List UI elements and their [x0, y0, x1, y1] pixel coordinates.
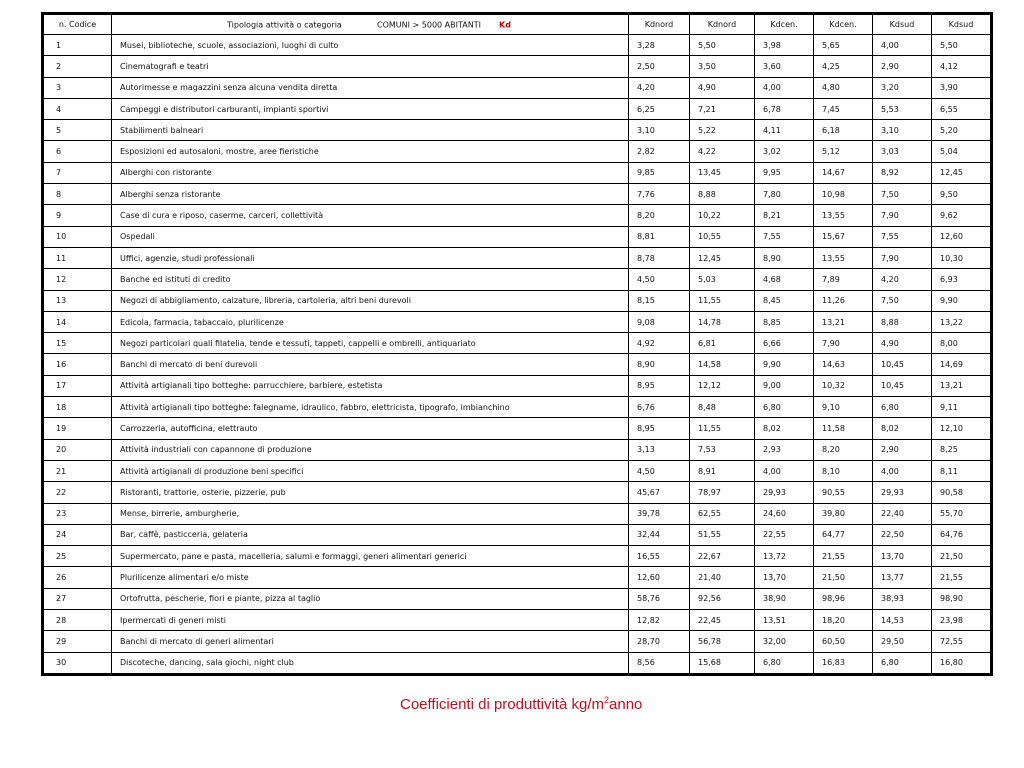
cell-kdnord-max: 92,56: [690, 588, 755, 609]
cell-kdcen-max: 14,67: [814, 162, 873, 183]
cell-kdnord-min: 8,78: [629, 247, 690, 268]
cell-kdsud-max: 14,69: [932, 354, 992, 375]
cell-kdsud-min: 38,93: [873, 588, 932, 609]
cell-codice: 21: [43, 460, 112, 481]
header-tipologia: [112, 14, 629, 35]
table-row: [43, 567, 992, 588]
cell-kdnord-min: 4,20: [629, 77, 690, 98]
cell-kdnord-max: 78,97: [690, 482, 755, 503]
table-row: [43, 418, 992, 439]
cell-kdsud-min: 7,55: [873, 226, 932, 247]
header-kdcen-max: Kdcen.: [814, 14, 873, 35]
cell-kdnord-max: 7,21: [690, 98, 755, 119]
header-comuni-label: COMUNI > 5000 ABITANTI: [377, 20, 481, 29]
table-row: [43, 247, 992, 268]
caption-suffix: anno: [609, 696, 643, 713]
cell-kdsud-min: 14,53: [873, 610, 932, 631]
caption: [400, 696, 642, 713]
cell-kdnord-min: 3,10: [629, 120, 690, 141]
cell-kdnord-min: 58,76: [629, 588, 690, 609]
table-row: [43, 141, 992, 162]
cell-kdnord-min: 4,50: [629, 460, 690, 481]
cell-kdsud-max: 5,20: [932, 120, 992, 141]
header-kdcen-min: Kdcen.: [755, 14, 814, 35]
table-row: [43, 524, 992, 545]
cell-kdnord-min: 3,13: [629, 439, 690, 460]
cell-kdnord-min: 39,78: [629, 503, 690, 524]
cell-kdnord-max: 14,78: [690, 311, 755, 332]
cell-tipologia: Bar, caffè, pasticceria, gelateria: [112, 524, 629, 545]
cell-tipologia: Case di cura e riposo, caserme, carceri, collettività: [112, 205, 629, 226]
cell-kdcen-min: 6,80: [755, 397, 814, 418]
cell-kdnord-min: 6,25: [629, 98, 690, 119]
cell-kdcen-max: 7,45: [814, 98, 873, 119]
cell-tipologia: Plurilicenze alimentari e/o miste: [112, 567, 629, 588]
cell-kdsud-max: 13,21: [932, 375, 992, 396]
cell-kdnord-max: 56,78: [690, 631, 755, 652]
cell-kdnord-max: 12,45: [690, 247, 755, 268]
cell-kdsud-max: 90,58: [932, 482, 992, 503]
cell-kdsud-min: 4,00: [873, 35, 932, 56]
cell-kdnord-min: 8,95: [629, 418, 690, 439]
cell-kdnord-min: 4,92: [629, 333, 690, 354]
cell-codice: 23: [43, 503, 112, 524]
cell-tipologia: Alberghi con ristorante: [112, 162, 629, 183]
cell-codice: 12: [43, 269, 112, 290]
cell-kdnord-max: 5,22: [690, 120, 755, 141]
cell-kdnord-min: 4,50: [629, 269, 690, 290]
cell-codice: 14: [43, 311, 112, 332]
cell-kdnord-max: 5,03: [690, 269, 755, 290]
table-row: [43, 269, 992, 290]
table-row: [43, 184, 992, 205]
cell-kdnord-max: 8,91: [690, 460, 755, 481]
cell-kdcen-max: 39,80: [814, 503, 873, 524]
cell-kdnord-min: 3,28: [629, 35, 690, 56]
cell-kdnord-max: 10,55: [690, 226, 755, 247]
cell-kdsud-max: 9,11: [932, 397, 992, 418]
cell-kdnord-max: 22,67: [690, 546, 755, 567]
table-row: [43, 120, 992, 141]
cell-tipologia: Negozi di abbigliamento, calzature, libreria, cartoleria, altri beni durevoli: [112, 290, 629, 311]
cell-kdsud-max: 12,10: [932, 418, 992, 439]
cell-tipologia: Banchi di mercato di beni durevoli: [112, 354, 629, 375]
cell-kdsud-min: 2,90: [873, 56, 932, 77]
caption-text: Coefficienti di produttività kg/m: [400, 696, 604, 713]
cell-kdnord-min: 8,15: [629, 290, 690, 311]
cell-tipologia: Negozi particolari quali filatelia, tende e tessuti, tappeti, cappelli e ombrelli, antiquariato: [112, 333, 629, 354]
cell-kdcen-max: 14,63: [814, 354, 873, 375]
table-row: [43, 98, 992, 119]
cell-codice: 13: [43, 290, 112, 311]
cell-tipologia: Attività artigianali tipo botteghe: parrucchiere, barbiere, estetista: [112, 375, 629, 396]
cell-kdsud-max: 8,25: [932, 439, 992, 460]
cell-kdcen-min: 3,98: [755, 35, 814, 56]
cell-codice: 18: [43, 397, 112, 418]
cell-kdnord-min: 2,50: [629, 56, 690, 77]
cell-kdnord-min: 28,70: [629, 631, 690, 652]
cell-kdnord-min: 9,85: [629, 162, 690, 183]
table-row: [43, 588, 992, 609]
cell-kdsud-max: 3,90: [932, 77, 992, 98]
cell-kdnord-min: 6,76: [629, 397, 690, 418]
cell-codice: 27: [43, 588, 112, 609]
cell-tipologia: Alberghi senza ristorante: [112, 184, 629, 205]
cell-kdsud-min: 6,80: [873, 397, 932, 418]
cell-kdnord-max: 21,40: [690, 567, 755, 588]
cell-codice: 17: [43, 375, 112, 396]
cell-kdcen-min: 2,93: [755, 439, 814, 460]
cell-kdcen-min: 13,51: [755, 610, 814, 631]
cell-kdcen-max: 6,18: [814, 120, 873, 141]
cell-kdcen-min: 6,80: [755, 652, 814, 674]
cell-kdcen-min: 6,78: [755, 98, 814, 119]
table-row: [43, 290, 992, 311]
cell-tipologia: Cinematografi e teatri: [112, 56, 629, 77]
table-row: [43, 333, 992, 354]
header-tipologia-label: Tipologia attività o categoria: [227, 20, 342, 29]
cell-kdsud-max: 98,90: [932, 588, 992, 609]
cell-tipologia: Attività artigianali tipo botteghe: falegname, idraulico, fabbro, elettricista, tipografo, imbianchino: [112, 397, 629, 418]
cell-kdsud-min: 3,10: [873, 120, 932, 141]
cell-kdcen-max: 11,58: [814, 418, 873, 439]
cell-kdcen-max: 18,20: [814, 610, 873, 631]
cell-codice: 2: [43, 56, 112, 77]
cell-codice: 11: [43, 247, 112, 268]
cell-kdcen-max: 4,80: [814, 77, 873, 98]
cell-kdnord-max: 11,55: [690, 418, 755, 439]
cell-kdsud-min: 3,20: [873, 77, 932, 98]
cell-kdnord-max: 12,12: [690, 375, 755, 396]
cell-kdcen-max: 90,55: [814, 482, 873, 503]
cell-kdcen-max: 21,50: [814, 567, 873, 588]
cell-kdnord-max: 51,55: [690, 524, 755, 545]
cell-kdsud-max: 9,50: [932, 184, 992, 205]
cell-kdsud-max: 23,98: [932, 610, 992, 631]
cell-kdcen-max: 11,26: [814, 290, 873, 311]
cell-kdcen-max: 13,55: [814, 205, 873, 226]
cell-codice: 10: [43, 226, 112, 247]
table-row: [43, 652, 992, 674]
cell-codice: 28: [43, 610, 112, 631]
header-kdnord-min: Kdnord: [629, 14, 690, 35]
cell-kdsud-max: 10,30: [932, 247, 992, 268]
cell-kdcen-max: 8,20: [814, 439, 873, 460]
cell-kdcen-max: 5,12: [814, 141, 873, 162]
table-row: [43, 205, 992, 226]
cell-kdcen-min: 8,02: [755, 418, 814, 439]
cell-kdcen-max: 7,90: [814, 333, 873, 354]
cell-kdsud-min: 8,88: [873, 311, 932, 332]
cell-kdcen-max: 64,77: [814, 524, 873, 545]
cell-kdnord-min: 2,82: [629, 141, 690, 162]
cell-tipologia: Carrozzeria, autofficina, elettrauto: [112, 418, 629, 439]
table-row: [43, 546, 992, 567]
cell-kdnord-max: 15,68: [690, 652, 755, 674]
cell-kdsud-min: 10,45: [873, 375, 932, 396]
cell-kdcen-min: 8,90: [755, 247, 814, 268]
cell-tipologia: Discoteche, dancing, sala giochi, night club: [112, 652, 629, 674]
cell-kdcen-max: 13,55: [814, 247, 873, 268]
cell-kdsud-min: 4,00: [873, 460, 932, 481]
cell-kdsud-max: 6,93: [932, 269, 992, 290]
cell-kdcen-max: 4,25: [814, 56, 873, 77]
cell-codice: 8: [43, 184, 112, 205]
cell-kdsud-max: 13,22: [932, 311, 992, 332]
cell-codice: 9: [43, 205, 112, 226]
cell-kdcen-max: 9,10: [814, 397, 873, 418]
cell-kdsud-min: 7,90: [873, 205, 932, 226]
cell-kdcen-max: 21,55: [814, 546, 873, 567]
header-row: [43, 14, 992, 35]
cell-tipologia: Campeggi e distributori carburanti, impianti sportivi: [112, 98, 629, 119]
cell-kdcen-max: 10,98: [814, 184, 873, 205]
header-kd-label: Kd: [499, 20, 511, 29]
cell-tipologia: Autorimesse e magazzini senza alcuna vendita diretta: [112, 77, 629, 98]
cell-kdcen-max: 98,96: [814, 588, 873, 609]
cell-kdsud-max: 6,55: [932, 98, 992, 119]
cell-kdsud-max: 8,00: [932, 333, 992, 354]
cell-codice: 1: [43, 35, 112, 56]
cell-kdcen-min: 7,55: [755, 226, 814, 247]
cell-codice: 15: [43, 333, 112, 354]
cell-kdsud-min: 3,03: [873, 141, 932, 162]
header-kdsud-max: Kdsud: [932, 14, 992, 35]
cell-kdsud-max: 64,76: [932, 524, 992, 545]
cell-codice: 7: [43, 162, 112, 183]
cell-tipologia: Esposizioni ed autosaloni, mostre, aree fieristiche: [112, 141, 629, 162]
cell-kdcen-min: 6,66: [755, 333, 814, 354]
cell-kdsud-max: 5,04: [932, 141, 992, 162]
cell-kdsud-max: 5,50: [932, 35, 992, 56]
cell-kdcen-max: 15,67: [814, 226, 873, 247]
cell-kdsud-max: 12,45: [932, 162, 992, 183]
cell-kdsud-min: 13,77: [873, 567, 932, 588]
cell-kdcen-min: 13,72: [755, 546, 814, 567]
cell-kdcen-min: 4,11: [755, 120, 814, 141]
table-row: [43, 503, 992, 524]
caption-superscript: 2: [604, 695, 610, 705]
cell-kdsud-min: 29,93: [873, 482, 932, 503]
cell-kdsud-max: 55,70: [932, 503, 992, 524]
cell-tipologia: Attività artigianali di produzione beni specifici: [112, 460, 629, 481]
cell-codice: 24: [43, 524, 112, 545]
cell-tipologia: Ortofrutta, pescherie, fiori e piante, pizza al taglio: [112, 588, 629, 609]
cell-kdsud-max: 4,12: [932, 56, 992, 77]
table-row: [43, 162, 992, 183]
cell-kdsud-min: 5,53: [873, 98, 932, 119]
cell-codice: 22: [43, 482, 112, 503]
cell-kdcen-max: 10,32: [814, 375, 873, 396]
cell-kdcen-min: 4,00: [755, 460, 814, 481]
cell-kdcen-min: 8,45: [755, 290, 814, 311]
cell-kdcen-min: 9,00: [755, 375, 814, 396]
cell-kdnord-max: 62,55: [690, 503, 755, 524]
cell-kdnord-min: 8,95: [629, 375, 690, 396]
cell-kdcen-min: 3,60: [755, 56, 814, 77]
table-row: [43, 375, 992, 396]
cell-codice: 16: [43, 354, 112, 375]
cell-tipologia: Banchi di mercato di generi alimentari: [112, 631, 629, 652]
cell-tipologia: Edicola, farmacia, tabaccaio, plurilicenze: [112, 311, 629, 332]
table-row: [43, 610, 992, 631]
cell-kdcen-min: 38,90: [755, 588, 814, 609]
cell-kdcen-max: 13,21: [814, 311, 873, 332]
cell-kdsud-min: 7,50: [873, 290, 932, 311]
cell-kdsud-max: 9,62: [932, 205, 992, 226]
table-row: [43, 77, 992, 98]
cell-codice: 26: [43, 567, 112, 588]
cell-kdnord-max: 8,88: [690, 184, 755, 205]
table-row: [43, 226, 992, 247]
cell-kdnord-min: 16,55: [629, 546, 690, 567]
table-row: [43, 354, 992, 375]
cell-tipologia: Supermercato, pane e pasta, macelleria, salumi e formaggi, generi alimentari generici: [112, 546, 629, 567]
table-row: [43, 397, 992, 418]
cell-tipologia: Ospedali: [112, 226, 629, 247]
cell-kdcen-max: 5,65: [814, 35, 873, 56]
cell-kdnord-max: 22,45: [690, 610, 755, 631]
cell-tipologia: Mense, birrerie, amburgherie,: [112, 503, 629, 524]
cell-kdsud-min: 22,40: [873, 503, 932, 524]
table-body: [43, 35, 992, 675]
cell-kdsud-max: 12,60: [932, 226, 992, 247]
cell-kdcen-min: 9,95: [755, 162, 814, 183]
cell-kdnord-min: 8,56: [629, 652, 690, 674]
cell-kdsud-min: 8,02: [873, 418, 932, 439]
cell-kdsud-min: 4,20: [873, 269, 932, 290]
header-kdsud-min: Kdsud: [873, 14, 932, 35]
cell-codice: 3: [43, 77, 112, 98]
cell-codice: 20: [43, 439, 112, 460]
table-row: [43, 439, 992, 460]
cell-kdnord-min: 32,44: [629, 524, 690, 545]
cell-tipologia: Musei, biblioteche, scuole, associazioni, luoghi di culto: [112, 35, 629, 56]
cell-kdnord-max: 8,48: [690, 397, 755, 418]
cell-kdsud-max: 21,55: [932, 567, 992, 588]
cell-kdnord-min: 8,81: [629, 226, 690, 247]
cell-kdcen-max: 7,89: [814, 269, 873, 290]
cell-tipologia: Uffici, agenzie, studi professionali: [112, 247, 629, 268]
cell-codice: 19: [43, 418, 112, 439]
cell-kdnord-max: 3,50: [690, 56, 755, 77]
cell-kdnord-max: 4,22: [690, 141, 755, 162]
cell-kdcen-min: 32,00: [755, 631, 814, 652]
cell-kdcen-min: 22,55: [755, 524, 814, 545]
cell-kdnord-max: 14,58: [690, 354, 755, 375]
cell-kdnord-min: 12,82: [629, 610, 690, 631]
cell-kdcen-min: 4,00: [755, 77, 814, 98]
cell-kdsud-min: 10,45: [873, 354, 932, 375]
cell-kdsud-min: 7,50: [873, 184, 932, 205]
cell-kdnord-min: 12,60: [629, 567, 690, 588]
cell-kdcen-min: 8,21: [755, 205, 814, 226]
cell-codice: 4: [43, 98, 112, 119]
cell-tipologia: Banche ed istituti di credito: [112, 269, 629, 290]
table-row: [43, 460, 992, 481]
table-row: [43, 482, 992, 503]
table-row: [43, 631, 992, 652]
cell-kdsud-min: 22,50: [873, 524, 932, 545]
cell-kdnord-min: 7,76: [629, 184, 690, 205]
cell-codice: 30: [43, 652, 112, 674]
cell-kdcen-min: 4,68: [755, 269, 814, 290]
cell-kdnord-max: 4,90: [690, 77, 755, 98]
cell-kdcen-min: 13,70: [755, 567, 814, 588]
cell-kdcen-min: 24,60: [755, 503, 814, 524]
cell-kdcen-min: 29,93: [755, 482, 814, 503]
cell-kdsud-max: 16,80: [932, 652, 992, 674]
cell-kdsud-max: 9,90: [932, 290, 992, 311]
cell-kdnord-max: 7,53: [690, 439, 755, 460]
cell-kdnord-max: 11,55: [690, 290, 755, 311]
cell-kdnord-max: 10,22: [690, 205, 755, 226]
cell-tipologia: Ristoranti, trattorie, osterie, pizzerie, pub: [112, 482, 629, 503]
cell-kdcen-min: 8,85: [755, 311, 814, 332]
cell-kdsud-min: 4,90: [873, 333, 932, 354]
cell-kdsud-min: 2,90: [873, 439, 932, 460]
header-kdnord-max: Kdnord: [690, 14, 755, 35]
table-row: [43, 56, 992, 77]
cell-kdnord-max: 5,50: [690, 35, 755, 56]
cell-codice: 25: [43, 546, 112, 567]
cell-kdcen-min: 9,90: [755, 354, 814, 375]
cell-kdsud-max: 21,50: [932, 546, 992, 567]
cell-kdnord-max: 6,81: [690, 333, 755, 354]
cell-kdcen-min: 7,80: [755, 184, 814, 205]
cell-tipologia: Stabilimenti balneari: [112, 120, 629, 141]
cell-tipologia: Attività industriali con capannone di produzione: [112, 439, 629, 460]
cell-kdsud-min: 7,90: [873, 247, 932, 268]
cell-kdsud-max: 8,11: [932, 460, 992, 481]
cell-kdsud-min: 13,70: [873, 546, 932, 567]
cell-kdcen-min: 3,02: [755, 141, 814, 162]
cell-kdnord-min: 8,90: [629, 354, 690, 375]
cell-kdsud-max: 72,55: [932, 631, 992, 652]
cell-kdsud-min: 8,92: [873, 162, 932, 183]
cell-kdsud-min: 29,50: [873, 631, 932, 652]
table-row: [43, 311, 992, 332]
cell-kdsud-min: 6,80: [873, 652, 932, 674]
cell-codice: 6: [43, 141, 112, 162]
cell-codice: 5: [43, 120, 112, 141]
coefficients-table: [41, 12, 993, 676]
cell-tipologia: Ipermercati di generi misti: [112, 610, 629, 631]
cell-kdnord-min: 45,67: [629, 482, 690, 503]
cell-kdcen-max: 60,50: [814, 631, 873, 652]
cell-kdcen-max: 8,10: [814, 460, 873, 481]
cell-codice: 29: [43, 631, 112, 652]
header-codice: n. Codice: [43, 14, 112, 35]
table-row: [43, 35, 992, 56]
cell-kdnord-min: 8,20: [629, 205, 690, 226]
cell-kdcen-max: 16,83: [814, 652, 873, 674]
cell-kdnord-max: 13,45: [690, 162, 755, 183]
cell-kdnord-min: 9,08: [629, 311, 690, 332]
